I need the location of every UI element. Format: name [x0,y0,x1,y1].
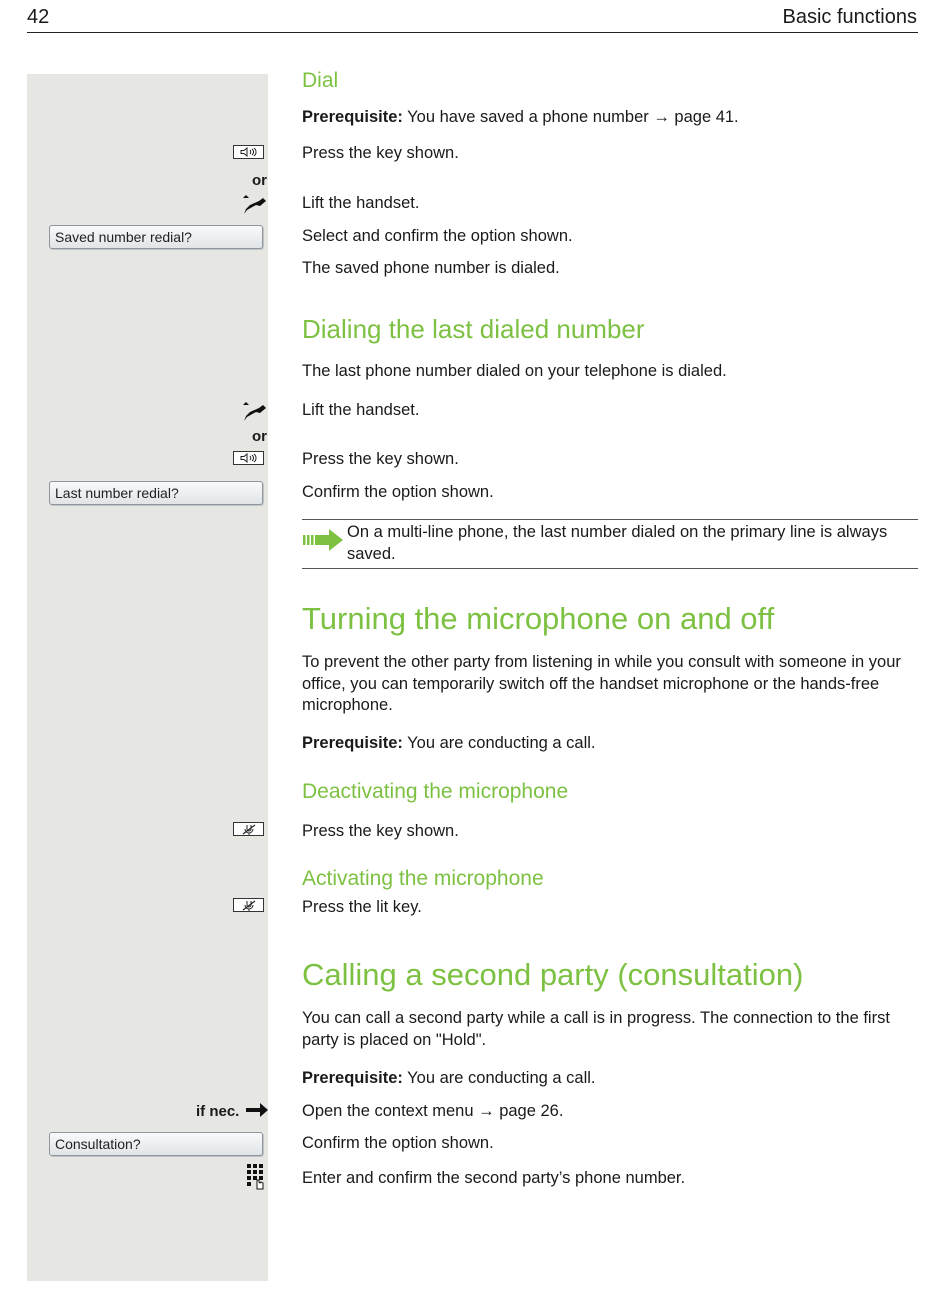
speaker-key-icon[interactable] [233,145,264,159]
dial-press-key-text: Press the key shown. [302,144,459,162]
handset-icon[interactable] [240,400,268,429]
dial-select-confirm-text: Select and confirm the option shown. [302,227,573,245]
prerequisite-text: You have saved a phone number → page 41. [402,108,739,126]
keypad-icon[interactable] [246,1163,268,1198]
deactivate-microphone-heading: Deactivating the microphone [302,780,569,803]
note-bottom-rule [302,568,918,569]
last-dialed-press-key-text: Press the key shown. [302,450,459,468]
consultation-prerequisite [302,1068,596,1090]
prerequisite-text: You are conducting a call. [402,734,596,752]
chapter-title: Basic functions [782,6,917,28]
page-number: 42 [27,6,50,28]
dial-dialed-text: The saved phone number is dialed. [302,259,560,277]
mute-key-icon[interactable] [233,898,264,912]
sidebar-column [27,74,268,1281]
consultation-heading: Calling a second party (consultation) [302,957,804,992]
or-label: or [252,172,267,189]
speaker-key-icon[interactable] [233,451,264,465]
note-arrow-icon [302,527,344,558]
last-dialed-intro: The last phone number dialed on your telephone is dialed. [302,362,727,380]
enter-number-text: Enter and confirm the second party’s phone number. [302,1169,686,1187]
activate-microphone-heading: Activating the microphone [302,867,544,890]
consultation-confirm-text: Confirm the option shown. [302,1134,494,1152]
last-dialed-lift-text: Lift the handset. [302,401,420,419]
or-label: or [252,428,267,445]
prerequisite-text: You are conducting a call. [402,1069,596,1087]
dial-prerequisite [302,107,739,129]
header-divider [27,32,918,33]
deactivate-microphone-text: Press the key shown. [302,822,459,840]
prerequisite-label: Prerequisite: [302,108,403,126]
dial-heading: Dial [302,69,339,92]
last-dialed-heading: Dialing the last dialed number [302,314,645,344]
last-number-redial-option[interactable]: Last number redial? [49,481,263,505]
prerequisite-label: Prerequisite: [302,1069,403,1087]
microphone-prerequisite [302,733,596,755]
if-necessary-label: if nec. [196,1103,240,1120]
context-menu-text: Open the context menu → page 26. [302,1102,564,1120]
note-text: On a multi-line phone, the last number dialed on the primary line is always saved. [347,523,888,563]
last-dialed-confirm-text: Confirm the option shown. [302,483,494,501]
arrow-right-icon[interactable] [245,1101,269,1124]
dial-lift-handset-text: Lift the handset. [302,194,420,212]
activate-microphone-text: Press the lit key. [302,898,422,916]
handset-icon[interactable] [240,193,268,222]
mute-key-icon[interactable] [233,822,264,836]
prerequisite-label: Prerequisite: [302,734,403,752]
note-top-rule [302,519,918,520]
consultation-option[interactable]: Consultation? [49,1132,263,1156]
saved-number-redial-option[interactable]: Saved number redial? [49,225,263,249]
microphone-heading: Turning the microphone on and off [302,601,775,636]
microphone-intro: To prevent the other party from listening in while you consult with someone in your office, you can temporarily switch off the handset microphone or the hands-free microphone. [302,653,901,714]
consultation-intro: You can call a second party while a call is in progress. The connection to the first party is placed on "Hold". [302,1009,890,1049]
